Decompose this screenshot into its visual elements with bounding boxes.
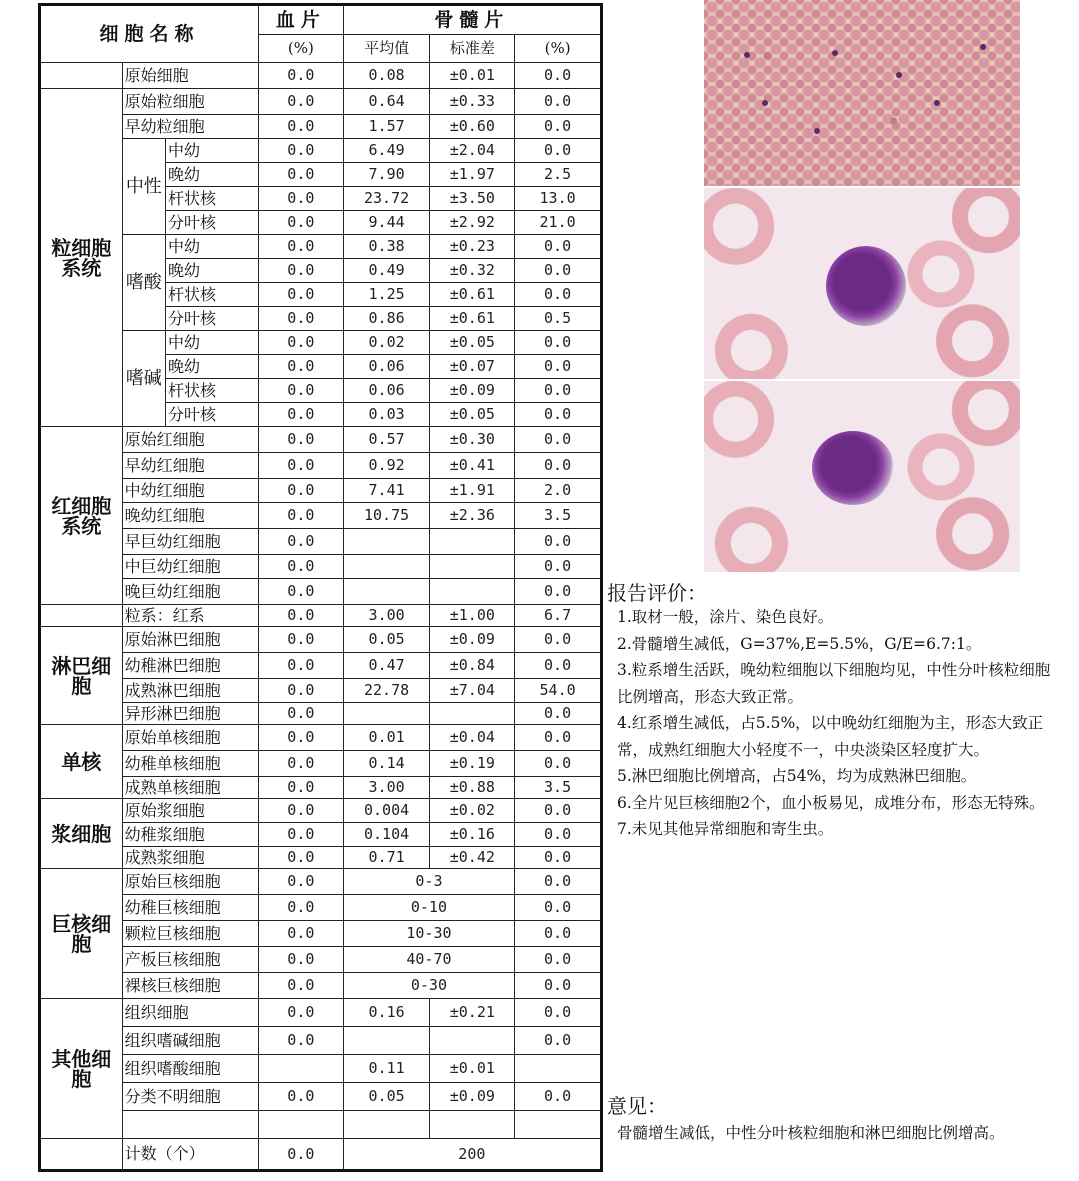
blood-pct-value: 0.0 (259, 259, 344, 283)
marrow-std-value: ±0.04 (430, 725, 515, 751)
cell-name: 产板巨核细胞 (122, 947, 258, 973)
cell-name: 杆状核 (166, 379, 259, 403)
group-label-monocyte: 单核 (40, 725, 123, 799)
cell-name: 晚巨幼红细胞 (122, 579, 258, 605)
marrow-std-value (430, 703, 515, 725)
marrow-pct-value: 0.0 (515, 89, 602, 115)
marrow-std-value: ±0.61 (430, 307, 515, 331)
marrow-pct-value: 0.0 (515, 555, 602, 579)
table-row (40, 5, 602, 35)
marrow-std-value (430, 1111, 515, 1139)
marrow-std-value: ±2.92 (430, 211, 515, 235)
blood-pct-value: 0.0 (259, 869, 344, 895)
marrow-pct-value: 0.0 (515, 235, 602, 259)
marrow-pct-value: 0.5 (515, 307, 602, 331)
blood-pct-value: 0.0 (259, 235, 344, 259)
blood-pct-value: 0.0 (259, 799, 344, 823)
group-label-erythroid: 红细胞系统 (40, 427, 123, 605)
marrow-range-value: 0-30 (343, 973, 514, 999)
marrow-pct-value: 0.0 (515, 139, 602, 163)
marrow-mean-value: 0.14 (343, 751, 430, 777)
marrow-mean-value: 0.05 (343, 627, 430, 653)
cell-name: 分叶核 (166, 211, 259, 235)
blood-pct-value: 0.0 (259, 63, 344, 89)
subgroup-label-neutrophil: 中性 (122, 139, 165, 235)
marrow-pct-value: 21.0 (515, 211, 602, 235)
marrow-range-value: 10-30 (343, 921, 514, 947)
cell-name: 杆状核 (166, 187, 259, 211)
marrow-std-value: ±0.60 (430, 115, 515, 139)
cell-name: 组织嗜碱细胞 (122, 1027, 258, 1055)
cell-name: 幼稚浆细胞 (122, 823, 258, 847)
marrow-pct-value: 2.0 (515, 479, 602, 503)
blood-pct-value: 0.0 (259, 427, 344, 453)
marrow-pct-value: 54.0 (515, 679, 602, 703)
blood-pct-value: 0.0 (259, 973, 344, 999)
group-label-lymphocyte: 淋巴细胞 (40, 627, 123, 725)
cell-name: 中幼 (166, 139, 259, 163)
marrow-pct-value: 0.0 (515, 453, 602, 479)
blood-pct-value: 0.0 (259, 679, 344, 703)
evaluation-item: 1.取材一般，涂片、染色良好。 (617, 608, 834, 626)
table-row (40, 703, 602, 725)
marrow-std-value: ±0.42 (430, 847, 515, 869)
opinion-title: 意见： (607, 1094, 667, 1118)
header-mean: 平均值 (343, 35, 430, 63)
marrow-pct-value: 0.0 (515, 999, 602, 1027)
blood-pct-value: 0.0 (259, 895, 344, 921)
subgroup-label-eosinophil: 嗜酸 (122, 235, 165, 331)
blood-pct-value: 0.0 (259, 453, 344, 479)
blood-pct-value: 0.0 (259, 703, 344, 725)
marrow-std-value: ±0.33 (430, 89, 515, 115)
blood-pct-value (259, 1055, 344, 1083)
evaluation-item: 2.骨髓增生减低，G=37%,E=5.5%，G/E=6.7:1。 (617, 634, 982, 653)
blood-pct-value (259, 1111, 344, 1139)
marrow-pct-value: 0.0 (515, 1083, 602, 1111)
count-marrow-value: 200 (343, 1139, 601, 1171)
marrow-mean-value: 0.01 (343, 725, 430, 751)
group-label-other: 其他细胞 (40, 999, 123, 1139)
marrow-mean-value: 23.72 (343, 187, 430, 211)
marrow-std-value: ±0.41 (430, 453, 515, 479)
marrow-std-value: ±0.09 (430, 1083, 515, 1111)
marrow-pct-value: 0.0 (515, 799, 602, 823)
marrow-std-value: ±0.19 (430, 751, 515, 777)
header-marrow-pct: (%) (515, 35, 602, 63)
cell-name: 异形淋巴细胞 (122, 703, 258, 725)
marrow-mean-value: 0.71 (343, 847, 430, 869)
cell-name: 组织细胞 (122, 999, 258, 1027)
marrow-range-value: 0-3 (343, 869, 514, 895)
blood-pct-value: 0.0 (259, 331, 344, 355)
marrow-mean-value: 0.03 (343, 403, 430, 427)
marrow-mean-value: 0.05 (343, 1083, 430, 1111)
cell-name: 早幼红细胞 (122, 453, 258, 479)
opinion-text: 骨髓增生减低，中性分叶核粒细胞和淋巴细胞比例增高。 (617, 1124, 1005, 1142)
marrow-mean-value: 0.86 (343, 307, 430, 331)
cell-name: 颗粒巨核细胞 (122, 921, 258, 947)
cell-name: 分叶核 (166, 403, 259, 427)
marrow-std-value: ±0.02 (430, 799, 515, 823)
table-row (40, 63, 602, 89)
marrow-std-value: ±0.23 (430, 235, 515, 259)
marrow-pct-value (515, 1111, 602, 1139)
marrow-std-value: ±3.50 (430, 187, 515, 211)
marrow-mean-value: 0.16 (343, 999, 430, 1027)
table-row (40, 973, 602, 999)
cell-name: 幼稚巨核细胞 (122, 895, 258, 921)
header-std: 标准差 (430, 35, 515, 63)
table-row (40, 1027, 602, 1055)
table-row (40, 579, 602, 605)
cell-name: 中幼 (166, 235, 259, 259)
marrow-std-value: ±0.09 (430, 627, 515, 653)
evaluation-item: 6.全片见巨核细胞2个，血小板易见，成堆分布，形态无特殊。 (617, 793, 1045, 812)
blood-pct-value: 0.0 (259, 187, 344, 211)
table-row (40, 529, 602, 555)
marrow-pct-value: 0.0 (515, 355, 602, 379)
marrow-std-value: ±1.97 (430, 163, 515, 187)
marrow-std-value: ±0.30 (430, 427, 515, 453)
marrow-pct-value: 0.0 (515, 973, 602, 999)
marrow-mean-value: 0.38 (343, 235, 430, 259)
marrow-mean-value: 3.00 (343, 777, 430, 799)
neutrophil-photo (704, 379, 1020, 572)
cell-name: 原始单核细胞 (122, 725, 258, 751)
marrow-mean-value: 0.104 (343, 823, 430, 847)
marrow-mean-value: 0.11 (343, 1055, 430, 1083)
marrow-mean-value: 0.92 (343, 453, 430, 479)
header-marrow-smear: 骨髓片 (343, 5, 601, 35)
marrow-pct-value (515, 1055, 602, 1083)
table-row (40, 921, 602, 947)
marrow-pct-value: 13.0 (515, 187, 602, 211)
marrow-mean-value: 0.57 (343, 427, 430, 453)
blood-pct-value: 0.0 (259, 479, 344, 503)
cell-name: 中巨幼红细胞 (122, 555, 258, 579)
marrow-pct-value: 0.0 (515, 725, 602, 751)
cell-name (122, 1111, 258, 1139)
marrow-range-value: 0-10 (343, 895, 514, 921)
blood-pct-value: 0.0 (259, 503, 344, 529)
blood-pct-value: 0.0 (259, 89, 344, 115)
marrow-mean-value: 0.08 (343, 63, 430, 89)
table-row (40, 503, 602, 529)
table-row (40, 235, 602, 259)
cell-name: 晚幼红细胞 (122, 503, 258, 529)
marrow-pct-value: 0.0 (515, 823, 602, 847)
blood-pct-value: 0.0 (259, 999, 344, 1027)
marrow-mean-value: 0.02 (343, 331, 430, 355)
table-row (40, 751, 602, 777)
table-row (40, 869, 602, 895)
marrow-mean-value (343, 555, 430, 579)
blood-pct-value: 0.0 (259, 751, 344, 777)
marrow-pct-value: 0.0 (515, 627, 602, 653)
blood-pct-value: 0.0 (259, 725, 344, 751)
marrow-std-value (430, 555, 515, 579)
marrow-mean-value: 0.47 (343, 653, 430, 679)
marrow-pct-value: 0.0 (515, 751, 602, 777)
cell-name: 原始粒细胞 (122, 89, 258, 115)
marrow-mean-value: 3.00 (343, 605, 430, 627)
table-row (40, 1083, 602, 1111)
table-row (40, 331, 602, 355)
table-row (40, 725, 602, 751)
marrow-std-value: ±0.01 (430, 63, 515, 89)
evaluation-item: 7.未见其他异常细胞和寄生虫。 (617, 820, 834, 838)
marrow-pct-value: 0.0 (515, 895, 602, 921)
cell-name: 晚幼 (166, 259, 259, 283)
blood-pct-value: 0.0 (259, 115, 344, 139)
blood-pct-value: 0.0 (259, 163, 344, 187)
blood-pct-value: 0.0 (259, 653, 344, 679)
marrow-pct-value: 0.0 (515, 579, 602, 605)
cell-name: 分叶核 (166, 307, 259, 331)
marrow-std-value: ±0.84 (430, 653, 515, 679)
group-blank (40, 605, 123, 627)
marrow-std-value (430, 529, 515, 555)
blood-pct-value: 0.0 (259, 847, 344, 869)
marrow-pct-value: 0.0 (515, 63, 602, 89)
table-row (40, 799, 602, 823)
marrow-pct-value: 0.0 (515, 331, 602, 355)
header-cell-name: 细胞名称 (40, 5, 259, 63)
blood-pct-value: 0.0 (259, 921, 344, 947)
cell-name: 成熟单核细胞 (122, 777, 258, 799)
group-label-plasma: 浆细胞 (40, 799, 123, 869)
blood-pct-value: 0.0 (259, 777, 344, 799)
table-row (40, 999, 602, 1027)
cell-name: 幼稚单核细胞 (122, 751, 258, 777)
marrow-mean-value: 0.06 (343, 355, 430, 379)
marrow-pct-value: 0.0 (515, 115, 602, 139)
blood-pct-value: 0.0 (259, 947, 344, 973)
marrow-pct-value: 2.5 (515, 163, 602, 187)
marrow-std-value: ±1.00 (430, 605, 515, 627)
blood-pct-value: 0.0 (259, 355, 344, 379)
table-row (40, 895, 602, 921)
marrow-std-value: ±0.07 (430, 355, 515, 379)
header-blood-smear: 血片 (259, 5, 344, 35)
marrow-std-value: ±0.32 (430, 259, 515, 283)
count-blood-value: 0.0 (259, 1139, 344, 1171)
table-row (40, 777, 602, 799)
blood-pct-value: 0.0 (259, 379, 344, 403)
marrow-mean-value (343, 529, 430, 555)
count-label: 计数（个） (122, 1139, 258, 1171)
cell-name: 原始巨核细胞 (122, 869, 258, 895)
marrow-pct-value: 0.0 (515, 947, 602, 973)
table-row (40, 605, 602, 627)
cell-name: 中幼红细胞 (122, 479, 258, 503)
marrow-mean-value (343, 1027, 430, 1055)
marrow-mean-value (343, 1111, 430, 1139)
marrow-std-value: ±0.09 (430, 379, 515, 403)
subgroup-label-basophil: 嗜碱 (122, 331, 165, 427)
cell-photos (704, 0, 1020, 568)
marrow-pct-value: 0.0 (515, 403, 602, 427)
table-row (40, 453, 602, 479)
table-row (40, 115, 602, 139)
marrow-pct-value: 0.0 (515, 847, 602, 869)
evaluation-item: 5.淋巴细胞比例增高，占54%，均为成熟淋巴细胞。 (617, 767, 977, 785)
table-row (40, 139, 602, 163)
table-row (40, 89, 602, 115)
cell-name: 幼稚淋巴细胞 (122, 653, 258, 679)
cell-name: 裸核巨核细胞 (122, 973, 258, 999)
marrow-mean-value: 1.25 (343, 283, 430, 307)
blood-pct-value: 0.0 (259, 139, 344, 163)
blood-pct-value: 0.0 (259, 823, 344, 847)
cell-name: 原始细胞 (122, 63, 258, 89)
marrow-pct-value: 6.7 (515, 605, 602, 627)
evaluation-list (617, 604, 1062, 843)
cell-name: 原始浆细胞 (122, 799, 258, 823)
marrow-pct-value: 3.5 (515, 777, 602, 799)
marrow-mean-value (343, 703, 430, 725)
evaluation-item: 4.红系增生减低，占5.5%，以中晚幼红细胞为主，形态大致正常，成熟红细胞大小轻度不一，中央淡染区轻度扩大。 (617, 714, 1044, 759)
marrow-std-value: ±0.16 (430, 823, 515, 847)
blood-pct-value: 0.0 (259, 579, 344, 605)
marrow-mean-value: 22.78 (343, 679, 430, 703)
evaluation-title: 报告评价： (607, 581, 707, 605)
cell-name: 晚幼 (166, 163, 259, 187)
marrow-mean-value: 9.44 (343, 211, 430, 235)
cell-name: 组织嗜酸细胞 (122, 1055, 258, 1083)
marrow-pct-value: 0.0 (515, 379, 602, 403)
marrow-std-value: ±0.61 (430, 283, 515, 307)
lymphocyte-photo (704, 186, 1020, 379)
blood-pct-value: 0.0 (259, 605, 344, 627)
marrow-std-value: ±0.05 (430, 331, 515, 355)
marrow-pct-value: 0.0 (515, 1027, 602, 1055)
marrow-pct-value: 0.0 (515, 921, 602, 947)
cell-name: 分类不明细胞 (122, 1083, 258, 1111)
table-row (40, 847, 602, 869)
marrow-mean-value: 7.90 (343, 163, 430, 187)
marrow-mean-value: 6.49 (343, 139, 430, 163)
marrow-std-value: ±7.04 (430, 679, 515, 703)
marrow-pct-value: 0.0 (515, 529, 602, 555)
low-power-smear-photo (704, 0, 1020, 186)
cell-name: 粒系：红系 (122, 605, 258, 627)
blood-pct-value: 0.0 (259, 555, 344, 579)
table-row (40, 679, 602, 703)
marrow-mean-value: 7.41 (343, 479, 430, 503)
table-row (40, 653, 602, 679)
group-label-granulocyte: 粒细胞系统 (40, 89, 123, 427)
marrow-mean-value: 0.64 (343, 89, 430, 115)
table-row (40, 1055, 602, 1083)
cell-name: 中幼 (166, 331, 259, 355)
marrow-range-value: 40-70 (343, 947, 514, 973)
marrow-pct-value: 0.0 (515, 259, 602, 283)
marrow-mean-value: 10.75 (343, 503, 430, 529)
marrow-pct-value: 0.0 (515, 653, 602, 679)
cell-name: 杆状核 (166, 283, 259, 307)
marrow-std-value: ±0.01 (430, 1055, 515, 1083)
marrow-pct-value: 0.0 (515, 869, 602, 895)
table-row (40, 823, 602, 847)
marrow-std-value: ±1.91 (430, 479, 515, 503)
table-row (40, 1139, 602, 1171)
marrow-std-value: ±0.05 (430, 403, 515, 427)
blood-pct-value: 0.0 (259, 1083, 344, 1111)
cell-name: 成熟浆细胞 (122, 847, 258, 869)
cell-name: 原始淋巴细胞 (122, 627, 258, 653)
marrow-std-value: ±0.21 (430, 999, 515, 1027)
marrow-std-value: ±2.36 (430, 503, 515, 529)
table-row (40, 427, 602, 453)
blood-pct-value: 0.0 (259, 529, 344, 555)
cell-name: 早巨幼红细胞 (122, 529, 258, 555)
blood-pct-value: 0.0 (259, 403, 344, 427)
cell-name: 早幼粒细胞 (122, 115, 258, 139)
blood-pct-value: 0.0 (259, 283, 344, 307)
table-row (40, 479, 602, 503)
group-blank (40, 63, 123, 89)
marrow-pct-value: 0.0 (515, 427, 602, 453)
table-row (40, 627, 602, 653)
marrow-pct-value: 0.0 (515, 703, 602, 725)
marrow-std-value (430, 579, 515, 605)
marrow-pct-value: 0.0 (515, 283, 602, 307)
blood-pct-value: 0.0 (259, 211, 344, 235)
group-blank (40, 1139, 123, 1171)
marrow-mean-value: 1.57 (343, 115, 430, 139)
table-row (40, 947, 602, 973)
cell-name: 晚幼 (166, 355, 259, 379)
blood-pct-value: 0.0 (259, 307, 344, 331)
cell-name: 原始红细胞 (122, 427, 258, 453)
marrow-mean-value: 0.004 (343, 799, 430, 823)
header-blood-pct: (%) (259, 35, 344, 63)
blood-pct-value: 0.0 (259, 1027, 344, 1055)
marrow-std-value (430, 1027, 515, 1055)
marrow-mean-value: 0.49 (343, 259, 430, 283)
marrow-std-value: ±0.88 (430, 777, 515, 799)
marrow-std-value: ±2.04 (430, 139, 515, 163)
evaluation-item: 3.粒系增生活跃，晚幼粒细胞以下细胞均见，中性分叶核粒细胞比例增高，形态大致正常。 (617, 661, 1051, 706)
marrow-mean-value (343, 579, 430, 605)
marrow-mean-value: 0.06 (343, 379, 430, 403)
table-row (40, 555, 602, 579)
table-row (40, 1111, 602, 1139)
group-label-megakaryocyte: 巨核细胞 (40, 869, 123, 999)
blood-pct-value: 0.0 (259, 627, 344, 653)
cell-name: 成熟淋巴细胞 (122, 679, 258, 703)
marrow-report-table (38, 3, 603, 1172)
marrow-pct-value: 3.5 (515, 503, 602, 529)
